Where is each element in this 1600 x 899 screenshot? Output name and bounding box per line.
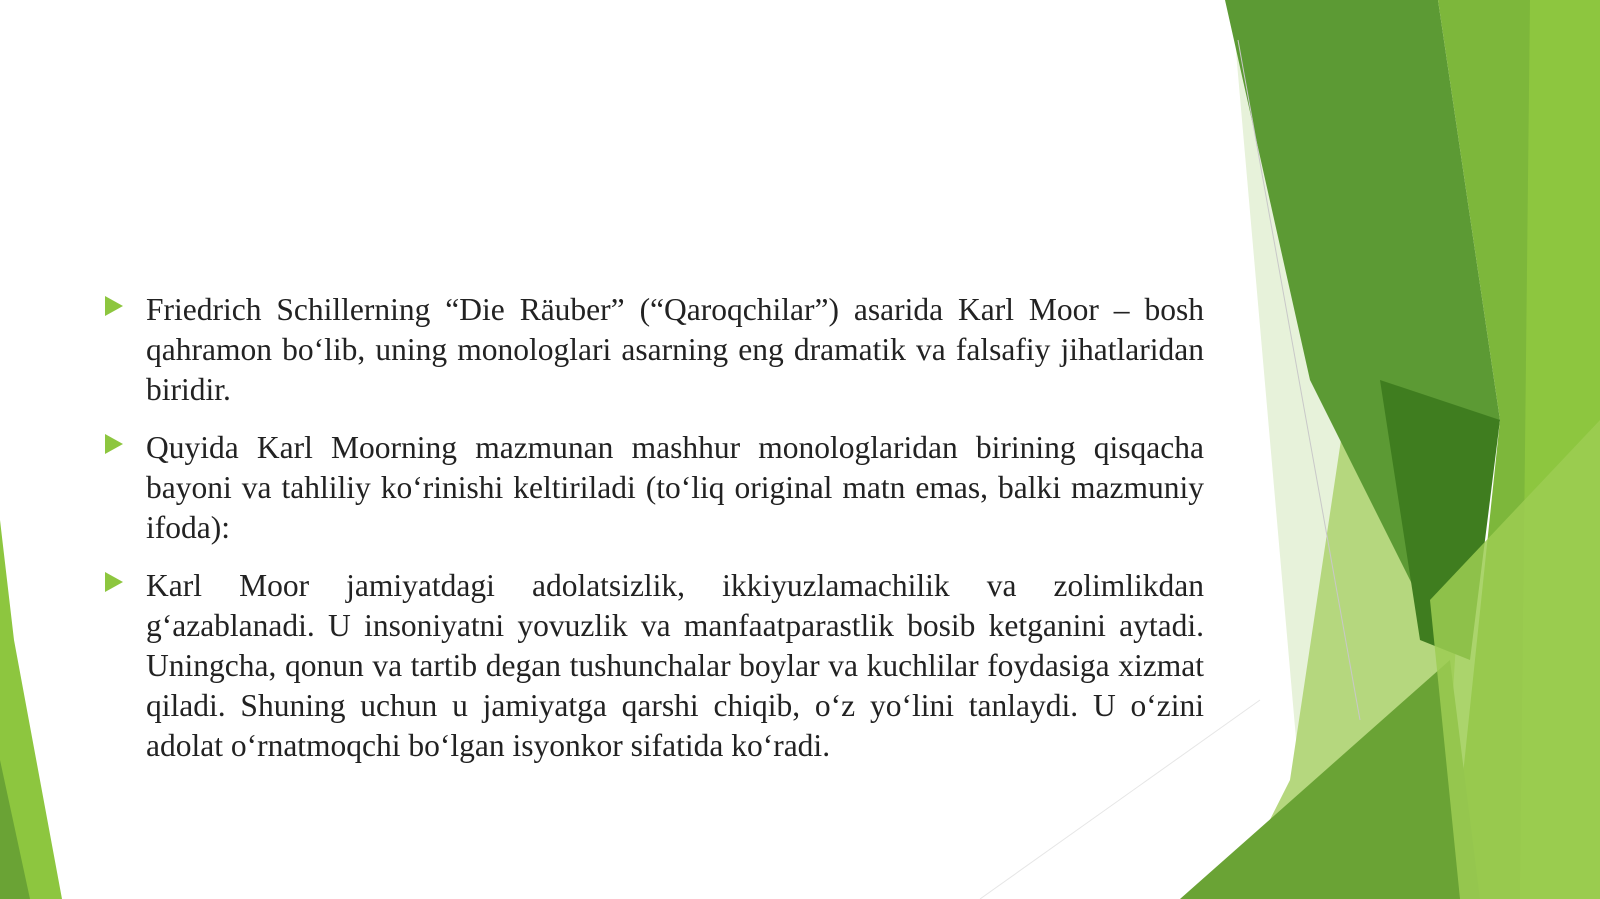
bullet-text: Quyida Karl Moorning mazmunan mashhur monologlaridan birining qisqacha bayoni va tahliliy ko‘rinishi keltiriladi (to‘liq original matn emas, balki mazmuniy ifoda): — [146, 430, 1204, 545]
triangle-bullet-icon — [103, 296, 123, 316]
bullet-list — [100, 290, 1204, 784]
bullet-text: Karl Moor jamiyatdagi adolatsizlik, ikkiyuzlamachilik va zolimlikdan g‘azablanadi. U insoniyatni yovuzlik va manfaatparastlik bosib ketganini aytadi. Uningcha, qonun va tartib degan tushunchalar boylar va kuchlilar foydasiga xizmat qiladi. Shuning uchun u jamiyatga qarshi chiqib, o‘z yo‘lini tanlaydi. U o‘zini adolat o‘rnatmoqchi bo‘lgan isyonkor sifatida ko‘radi. — [146, 568, 1204, 763]
triangle-bullet-icon — [103, 434, 123, 454]
bullet-item — [100, 290, 1204, 410]
bullet-item — [100, 566, 1204, 766]
bullet-item — [100, 428, 1204, 548]
triangle-bullet-icon — [103, 572, 123, 592]
bullet-text: Friedrich Schillerning “Die Räuber” (“Qaroqchilar”) asarida Karl Moor – bosh qahramon bo‘lib, uning monologlari asarning eng dramatik va falsafiy jihatlaridan biridir. — [146, 292, 1204, 407]
